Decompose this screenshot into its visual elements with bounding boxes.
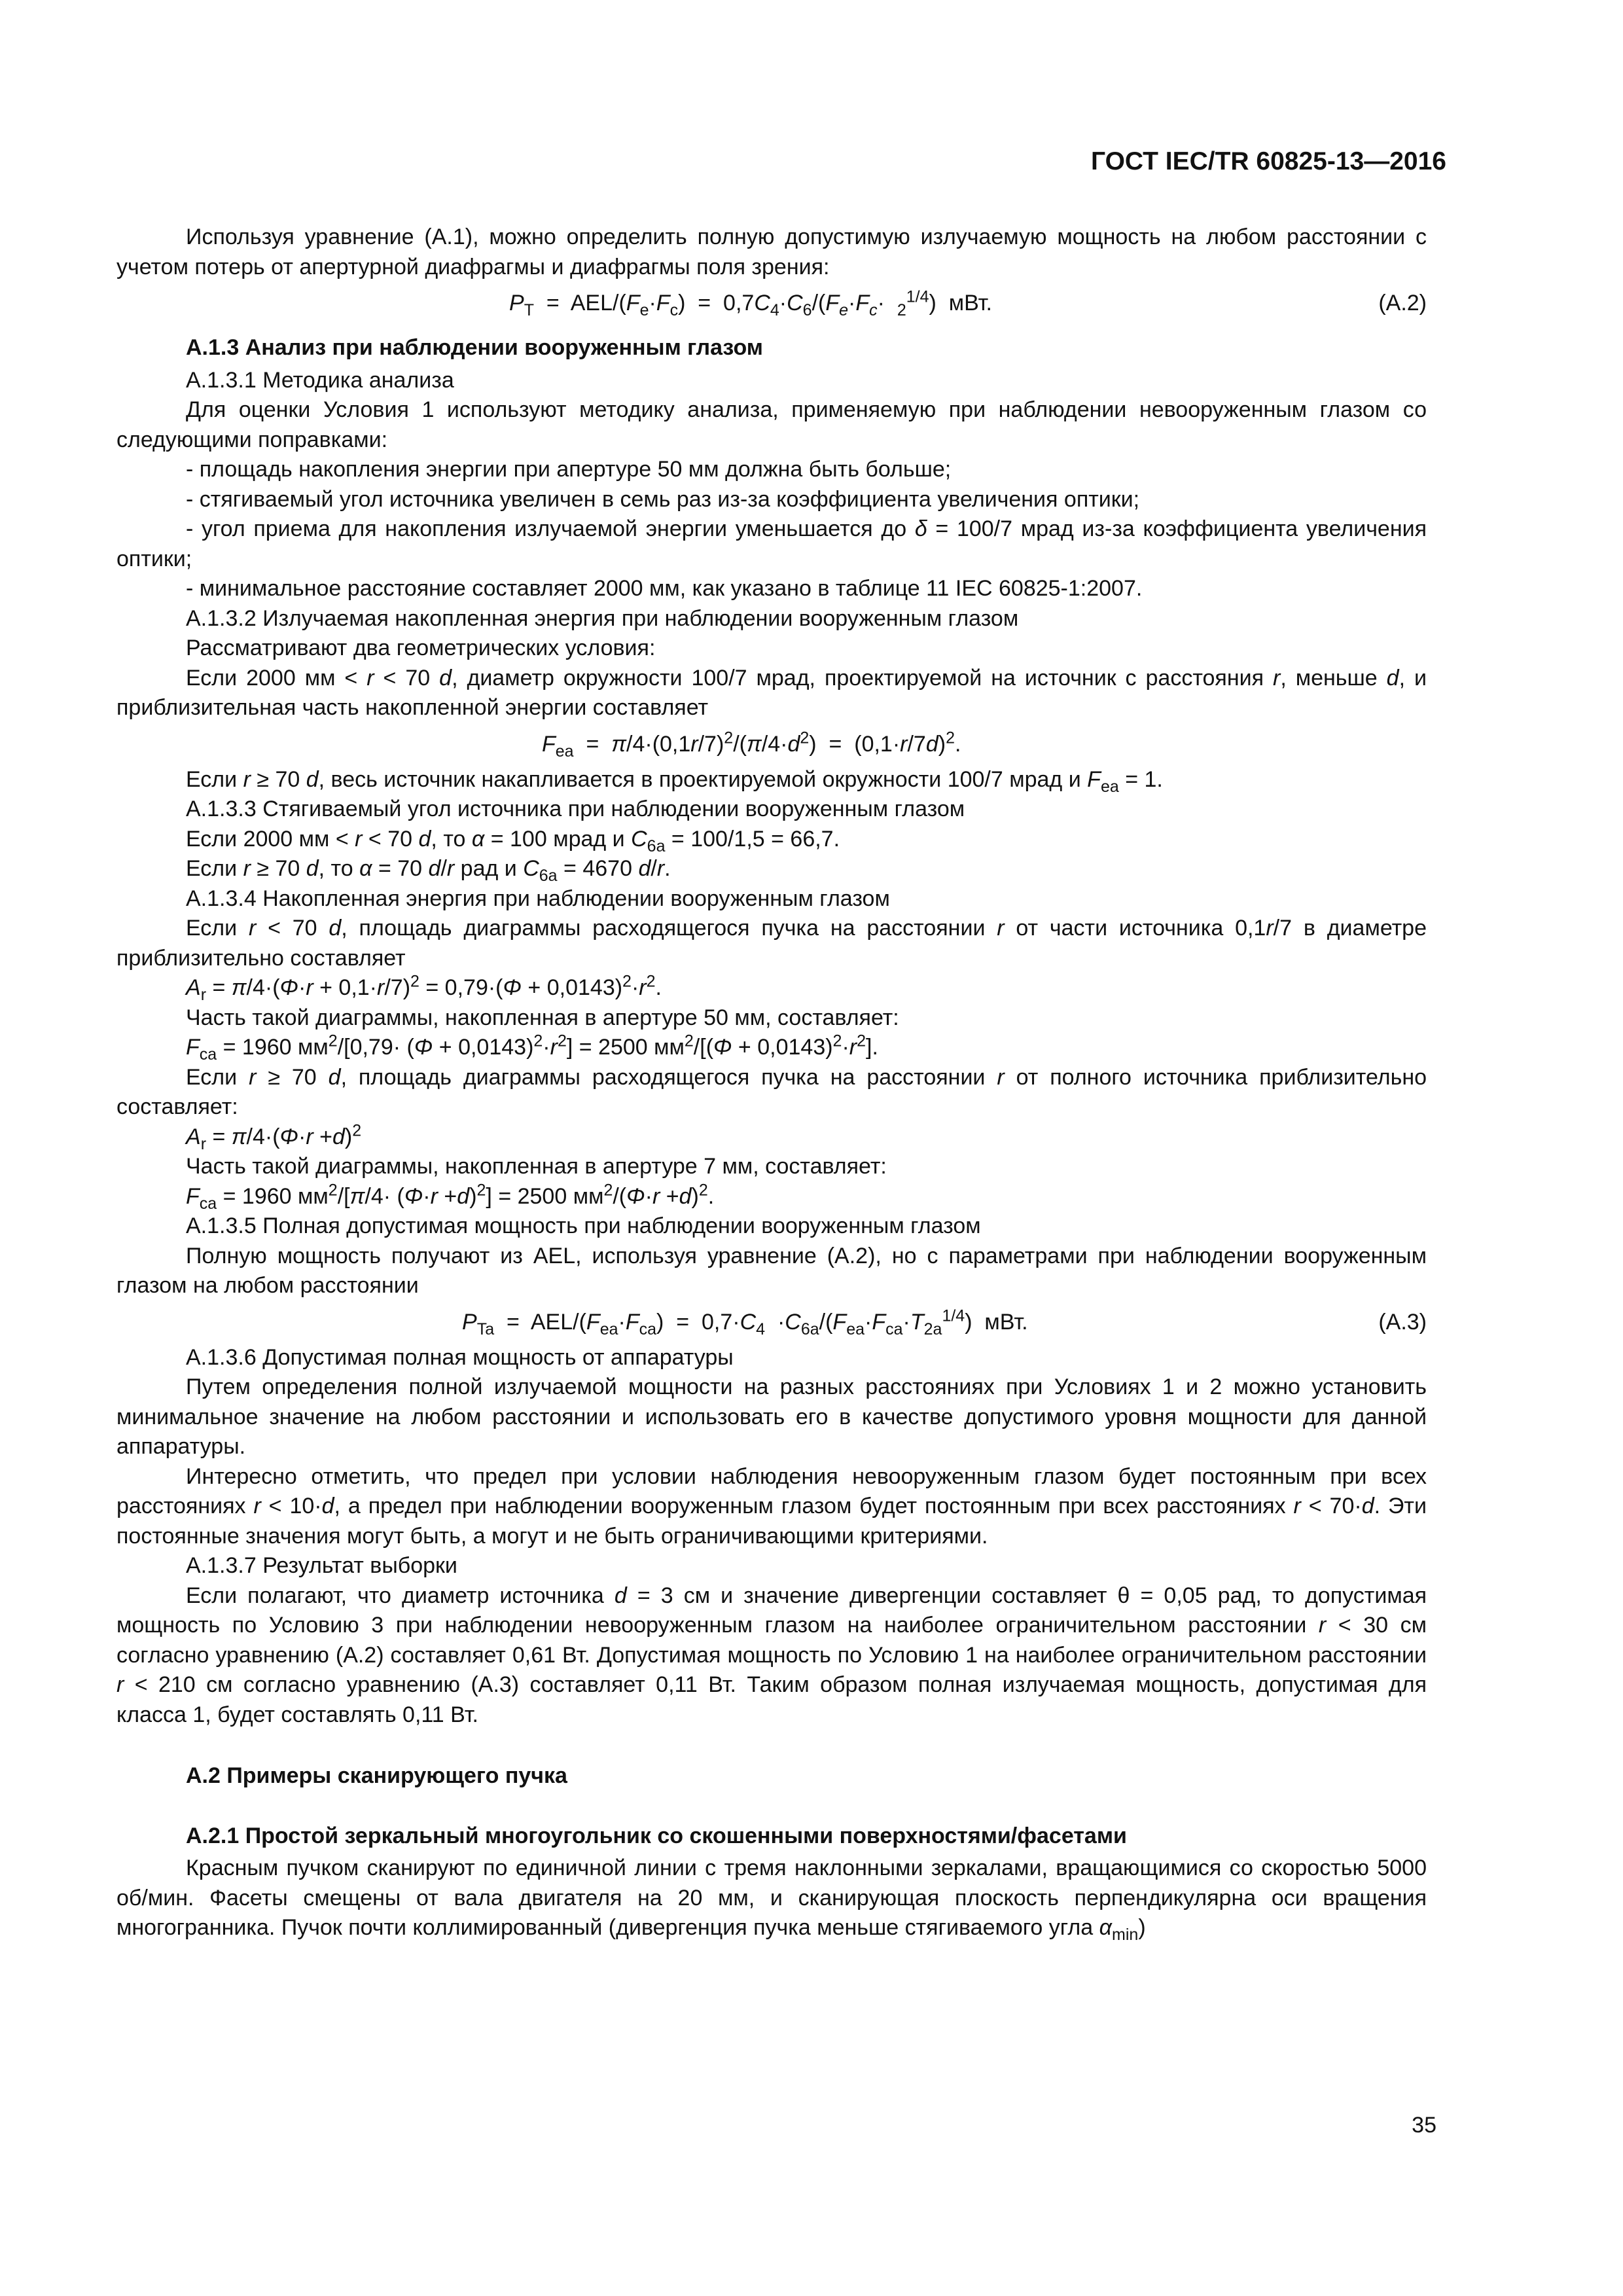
paragraph-a134-2: Если r ≥ 70 d, площадь диаграммы расходящегося пучка на расстоянии r от полного источника приблизительно составляет:	[116, 1064, 1427, 1119]
subheading-a134: А.1.3.4 Накопленная энергия при наблюдении вооруженным глазом	[186, 886, 890, 911]
paragraph-a135: Полную мощность получают из AEL, используя уравнение (А.2), но с параметрами при наблюдении вооруженным глазом на любом расстоянии	[116, 1243, 1427, 1298]
subheading-a137: А.1.3.7 Результат выборки	[186, 1553, 457, 1578]
paragraph-a134-1: Если r < 70 d, площадь диаграммы расходящегося пучка на расстоянии r от части источника 0,1r/7 в диаметре приблизительно составляет	[116, 916, 1427, 971]
equation-fea-formula: $F_{ea} = \pi/4\cdot(0,1r/7)^2/(\pi/4\cdot d^2) = (0,1\cdot r/7d)^2$.	[542, 728, 961, 761]
equation-fea	[116, 723, 1427, 765]
equation-a3-formula: $P_{Ta} = AEL/(F_{ea}\cdot F_{ca}) = 0,7\cdot C_4 \cdot C_{6a}/(F_{ea}\cdot F_{ca}\cdot T_{2a}^{1/4})$ мВт.	[462, 1306, 1028, 1338]
paragraph-a134-50mm: Часть такой диаграммы, накопленная в апертуре 50 мм, составляет:	[186, 1005, 899, 1030]
paragraph-a132-r70: Если r ≥ 70 d, весь источник накапливается в проектируемой окружности 100/7 мрад и $F_{ea} = 1$.	[186, 766, 1163, 796]
heading-a13: А.1.3 Анализ при наблюдении вооруженным глазом	[186, 335, 763, 360]
paragraph-a136-2: Интересно отметить, что предел при условии наблюдения невооруженным глазом будет постоянным при всех расстояниях r < 10·d, а предел при наблюдении вооруженным глазом будет постоянным при всех расстояниях r < 70·d. Эти постоянные значения могут быть, а могут и не быть ограничивающими критериями.	[116, 1463, 1427, 1549]
heading-a21: А.2.1 Простой зеркальный многоугольник со скошенными поверхностями/фасетами	[186, 1823, 1127, 1848]
formula-fca-2: $F_{ca} = 1960$ $мм^2/[\pi/4\cdot (\Phi\cdot r +d)^2] = 2500$ $мм^2/(\Phi\cdot r +d)^2$.	[186, 1181, 715, 1213]
equation-a2-formula: $P_T = AEL/(F_e\cdot F_c) = 0,7C_4\cdot C_6/(F_e\cdot F_c\cdot _2^{1/4})$ мВт.	[509, 287, 992, 319]
paragraph-a134-7mm: Часть такой диаграммы, накопленная в апертуре 7 мм, составляет:	[186, 1154, 887, 1179]
intro-paragraph: Используя уравнение (А.1), можно определить полную допустимую излучаемую мощность на любом расстоянии с учетом потерь от апертурной диафрагмы и диафрагмы поля зрения:	[116, 224, 1427, 279]
paragraph-a21: Красным пучком сканируют по единичной линии с тремя наклонными зеркалами, вращающимися со скоростью 5000 об/мин. Фасеты смещены от вала двигателя на 20 мм, и сканирующая плоскость перпендикулярна оси вращения многогранника. Пучок почти коллимированный (дивергенция пучка меньше стягиваемого угла $\alpha_{min}$)	[116, 1856, 1427, 1944]
bullet-2: - стягиваемый угол источника увеличен в семь раз из-за коэффициента увеличения оптики;	[186, 486, 1140, 512]
subheading-a133: А.1.3.3 Стягиваемый угол источника при наблюдении вооруженным глазом	[186, 797, 965, 821]
paragraph-a133-1: Если 2000 мм < r < 70 d, то α = 100 мрад и $C_{6a} = 100/1,5 = 66,7$.	[186, 826, 840, 855]
paragraph-a137: Если полагают, что диаметр источника d = 3 см и значение дивергенции составляет θ = 0,05 рад, то допустимая мощность по Условию 3 при наблюдении невооруженным глазом на наиболее ограничительном расстоянии r < 30 см согласно уравнению (А.2) составляет 0,61 Вт. Допустимая мощность по Условию 1 на наиболее ограничительном расстоянии r < 210 см согласно уравнению (А.3) составляет 0,11 Вт. Таким образом полная излучаемая мощность, допустимая для класса 1, будет составлять 0,11 Вт.	[116, 1583, 1427, 1727]
formula-ar-1: $A_r = \pi/4\cdot(\Phi\cdot r + 0,1\cdot r/7)^2 = 0,79\cdot(\Phi + 0,0143)^2\cdot r^2$.	[186, 972, 662, 1004]
bullet-4: - минимальное расстояние составляет 2000 мм, как указано в таблице 11 IEC 60825-1:2007.	[186, 576, 1143, 601]
subheading-a131: А.1.3.1 Методика анализа	[186, 367, 454, 393]
equation-a2	[116, 282, 1427, 324]
paragraph-a131: Для оценки Условия 1 используют методику анализа, применяемую при наблюдении невооруженным глазом со следующими поправками:	[116, 397, 1427, 452]
subheading-a135: А.1.3.5 Полная допустимая мощность при наблюдении вооруженным глазом	[186, 1213, 981, 1238]
page-body	[116, 223, 1427, 1943]
equation-a3	[116, 1301, 1427, 1343]
paragraph-a132: Рассматривают два геометрических условия:	[186, 636, 656, 660]
formula-ar-2: $A_r = \pi/4\cdot(\Phi\cdot r +d)^2$	[186, 1121, 362, 1153]
subheading-a136: А.1.3.6 Допустимая полная мощность от аппаратуры	[186, 1344, 734, 1370]
equation-a3-number: (А.3)	[1378, 1309, 1427, 1335]
document-header: ГОСТ IEC/TR 60825-13—2016	[1090, 147, 1446, 175]
heading-a2: А.2 Примеры сканирующего пучка	[186, 1763, 567, 1788]
formula-fca-1: $F_{ca} = 1960$ $мм^2/[0,79\cdot (\Phi + 0,0143)^2\cdot r^2] = 2500$ $мм^2/[(\Phi + 0,0143)^2\cdot r^2]$.	[186, 1031, 878, 1064]
subheading-a132: А.1.3.2 Излучаемая накопленная энергия при наблюдении вооруженным глазом	[186, 605, 1019, 631]
paragraph-a133-2: Если r ≥ 70 d, то α = 70 d/r рад и $C_{6a} = 4670$ d/r.	[186, 856, 671, 885]
bullet-1: - площадь накопления энергии при апертуре 50 мм должна быть больше;	[186, 457, 952, 482]
paragraph-a132-condition: Если 2000 мм < r < 70 d, диаметр окружности 100/7 мрад, проектируемой на источник с расстояния r, меньше d, и приблизительная часть накопленной энергии составляет	[116, 665, 1427, 720]
bullet-3: - угол приема для накопления излучаемой энергии уменьшается до δ = 100/7 мрад из-за коэффициента увеличения оптики;	[116, 516, 1427, 571]
paragraph-a136-1: Путем определения полной излучаемой мощности на разных расстояниях при Условиях 1 и 2 можно установить минимальное значение на любом расстоянии и использовать его в качестве допустимого уровня мощности для данной аппаратуры.	[116, 1374, 1427, 1459]
page-number: 35	[1412, 2113, 1436, 2138]
equation-a2-number: (А.2)	[1378, 291, 1427, 315]
